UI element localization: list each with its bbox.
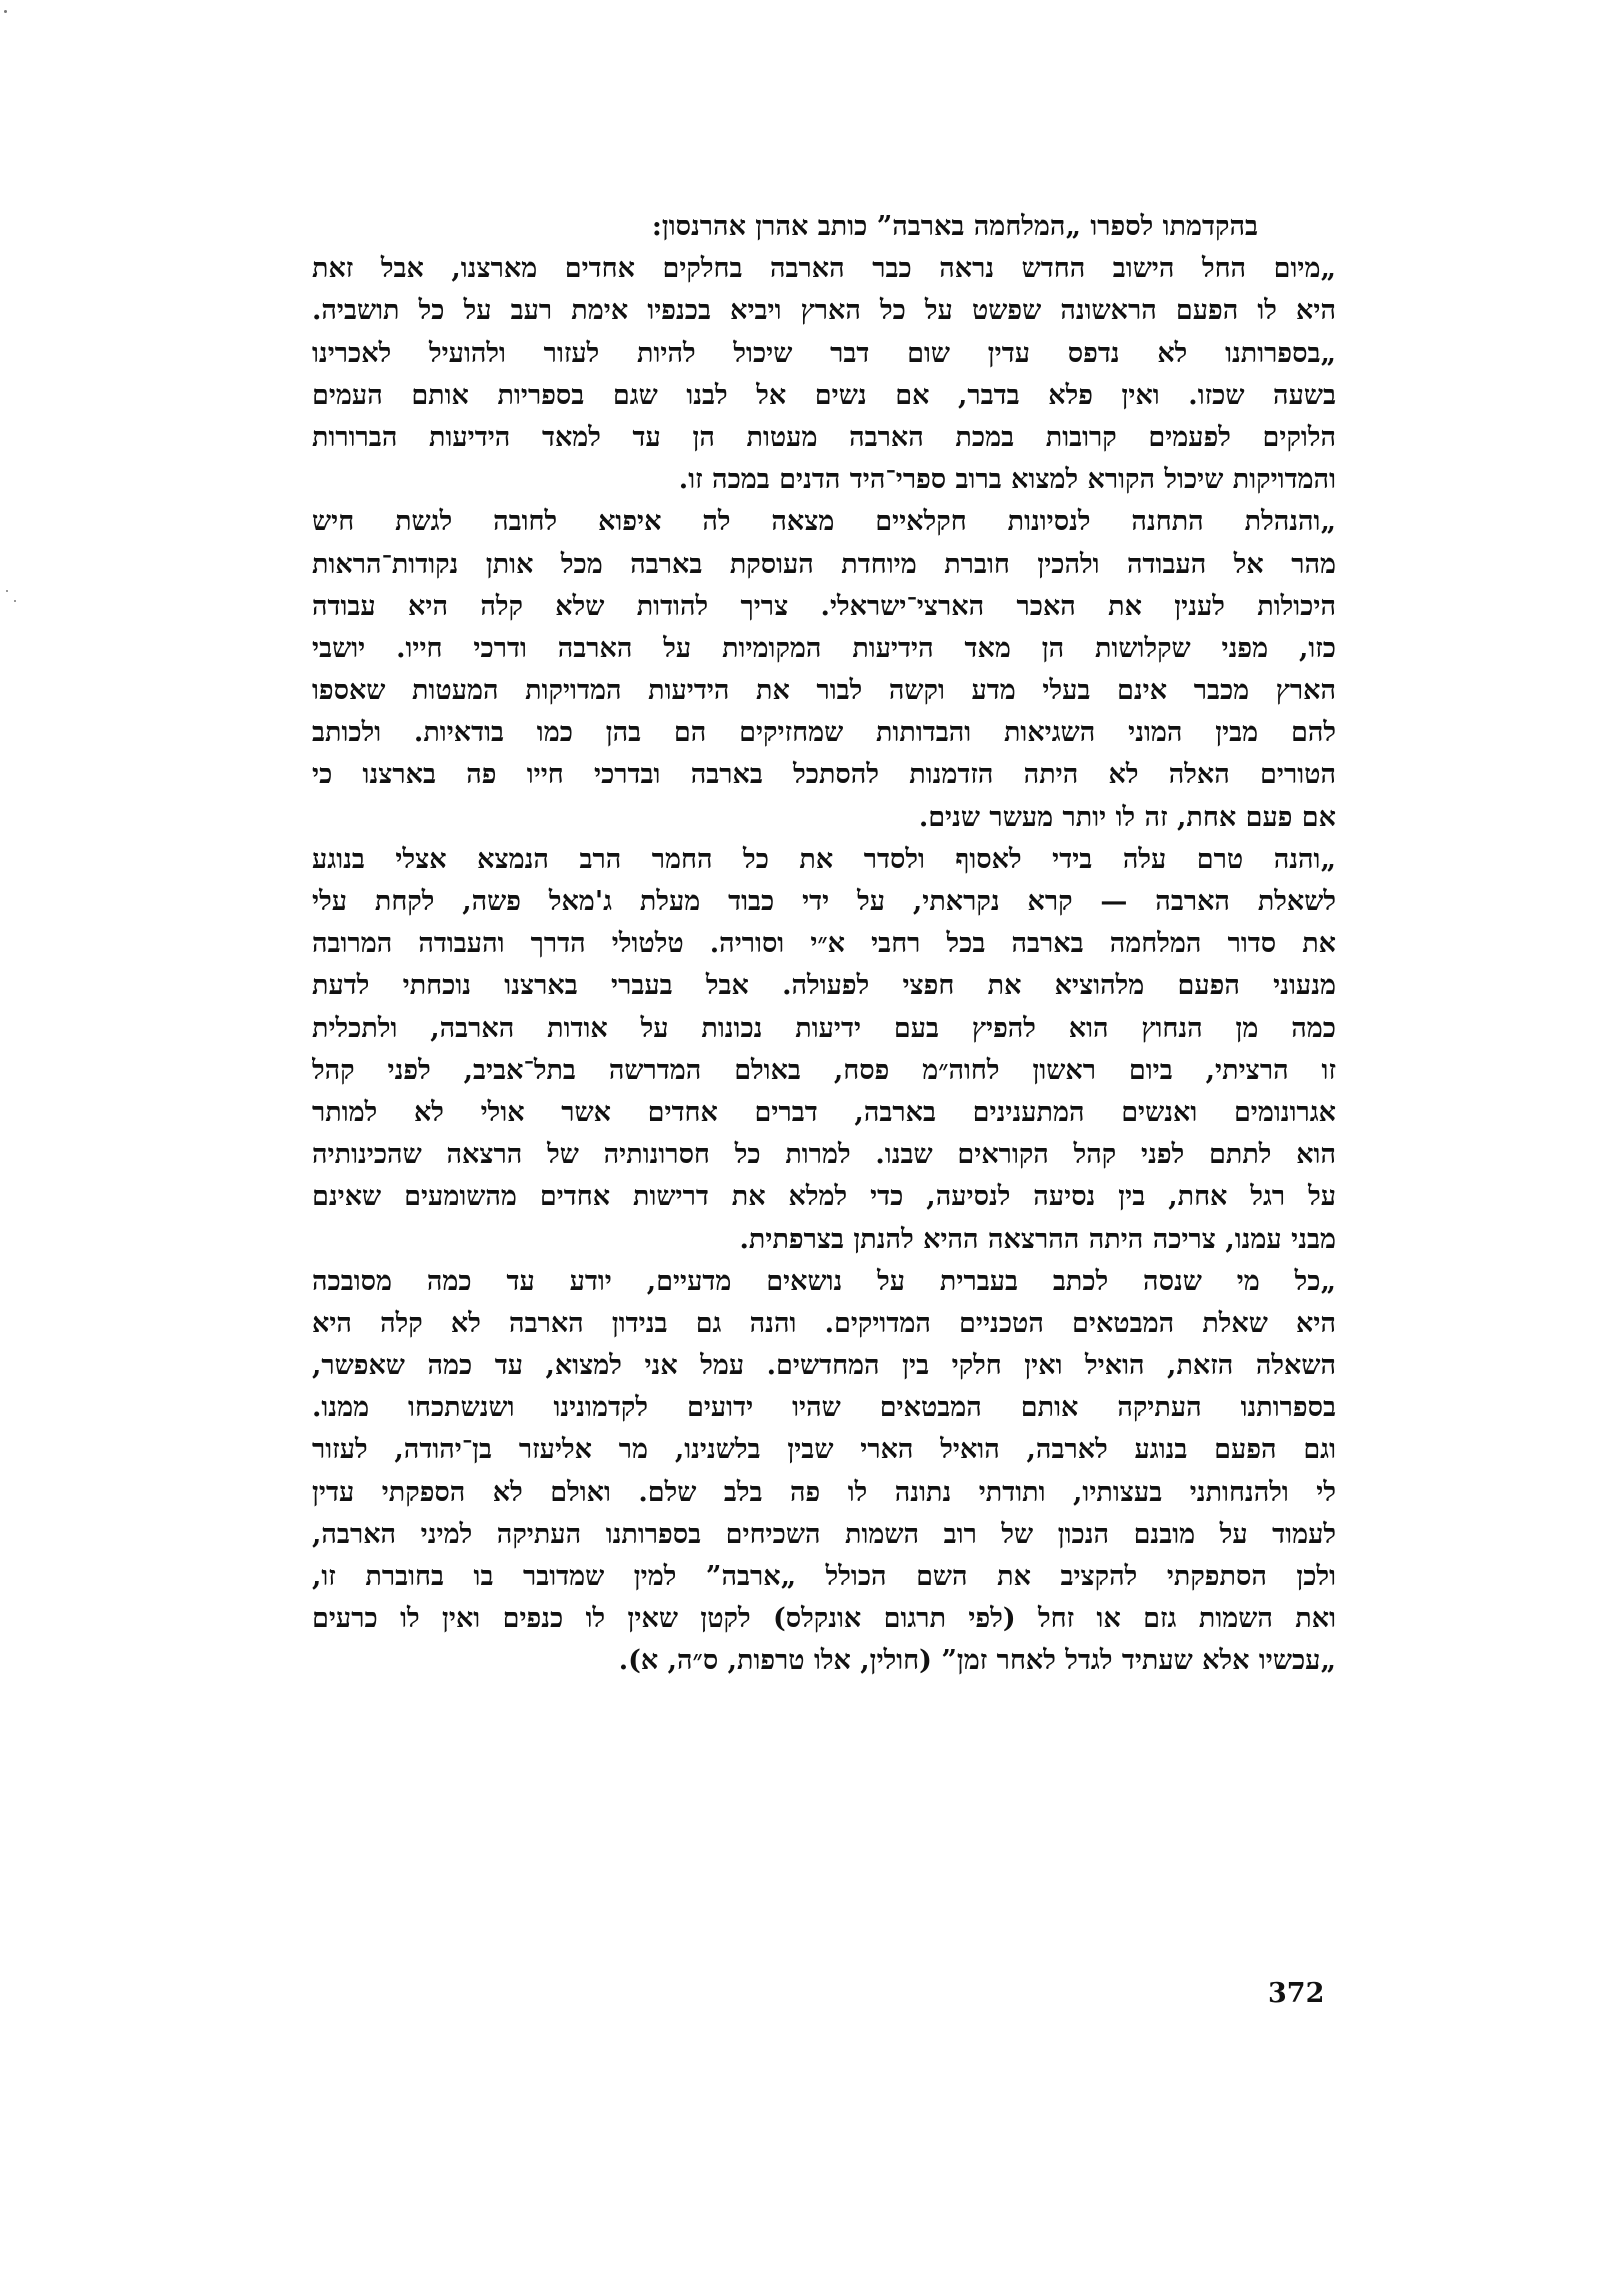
text-line: לעמוד על מובנם הנכון של רוב השמות השכיחים בספרותנו העתיקה למיני הארבה, [312,1518,1336,1550]
text-line: הארץ מכבר אינם בעלי מדע וקשה לבור את הידיעות המדויקות המעטות שאספו [312,675,1336,707]
text-line: על רגל אחת, בין נסיעה לנסיעה, כדי למלא את דרישות אחדים מהשומעים שאינם [312,1181,1336,1213]
text-line: לי ולהנחותני בעצותיו, ותודתי נתונה לו פה בלב שלם. ואולם לא הספקתי עדין [312,1476,1336,1508]
text-line: ולכן הסתפקתי להקציב את השם הכולל „ארבה” למין שמדובר בו בחוברת זו, [312,1561,1336,1592]
text-line: „בספרותנו לא נדפס עדין שום דבר שיכול להיות לעזור ולהועיל לאכרינו [312,337,1336,369]
text-line: מבני עמנו, צריכה היתה ההרצאה ההיא להנתן בצרפתית. [739,1223,1336,1255]
text-line: בספרותנו העתיקה אותם המבטאים שהיו ידועים לקדמונינו ושנשתכחו ממנו. [312,1392,1336,1424]
scan-speck [6,590,8,592]
text-line: כמה מן הנחוץ הוא להפיץ בעם ידיעות נכונות על אודות הארבה, ולתכלית [312,1012,1336,1044]
text-line: הוא לתתם לפני קהל הקוראים שבנו. למרות כל חסרונותיה של הרצאה שהכינותיה [312,1139,1336,1171]
text-line: היכולות לענין את האכר הארצי־ישראלי. צריך להודות שלא קלה היא עבודה [312,590,1336,622]
hebrew-text-body [312,206,1336,1683]
text-line: היא שאלת המבטאים הטכניים המדויקים. והנה גם בנידון הארבה לא קלה היא [312,1307,1336,1339]
text-line: כזו, מפני שקלושות הן מאד הידיעות המקומיות על הארבה ודרכי חייו. יושבי [312,632,1336,664]
text-line: „והנהלת התחנה לנסיונות חקלאיים מצאה לה איפוא לחובה לגשת חיש [312,506,1336,538]
text-line: „כל מי שנסה לכתב בעברית על נושאים מדעיים, יודע עד כמה מסובכה [312,1265,1336,1297]
text-line: „מיום החל הישוב החדש נראה כבר הארבה בחלקים אחדים מארצנו, אבל זאת [312,253,1336,285]
text-line: והמדויקות שיכול הקורא למצוא ברוב ספרי־היד הדנים במכה זו. [678,464,1336,496]
text-line: מהר אל העבודה ולהכין חוברת מיוחדת העוסקת בארבה מכל אותן נקודות־הראות [312,548,1336,580]
page-number: 372 [1268,1978,1325,2009]
text-line: הלוקים לפעמים קרובות במכת הארבה מעטות הן עד למאד הידיעות הברורות [312,421,1336,453]
text-line: ואת השמות גזם או זחל (לפי תרגום אונקלס) לקטן שאין לו כנפים ואין לו כרעים [312,1603,1336,1635]
text-line: „והנה טרם עלה בידי לאסוף ולסדר את כל החמר הרב הנמצא אצלי בנוגע [312,843,1336,875]
text-line: לשאלת הארבה — קרא נקראתי, על ידי כבוד מעלת ג'מאל פשה, לקחת עלי [312,886,1336,917]
text-line: בשעה שכזו. ואין פלא בדבר, אם נשים אל לבנו שגם בספריות אותם העמים [312,379,1336,411]
text-line: הטורים האלה לא היתה הזדמנות להסתכל בארבה ובדרכי חייו פה בארצנו כי [312,759,1336,791]
text-line: אגרונומים ואנשים המתענינים בארבה, דברים אחדים אשר אולי לא למותר [312,1096,1336,1128]
scan-speck [14,600,16,602]
text-line: מנעוני הפעם מלהוציא את חפצי לפעולה. אבל בעברי בארצנו נוכחתי לדעת [312,970,1336,1002]
text-line: בהקדמתו לספרו „המלחמה בארבה” כותב אהרן אהרנסון: [651,211,1258,242]
text-line: השאלה הזאת, הואיל ואין חלקי בין המחדשים. עמל אני למצוא, עד כמה שאפשר, [312,1350,1336,1382]
text-line: וגם הפעם בנוגע לארבה, הואיל הארי שבין בלשנינו, מר אליעזר בן־יהודה, לעזור [312,1434,1336,1466]
text-line: אם פעם אחת, זה לו יותר מעשר שנים. [918,801,1336,833]
text-line: את סדור המלחמה בארבה בכל רחבי א״י וסוריה. טלטולי הדרך והעבודה המרובה [312,928,1336,960]
scan-speck [4,10,7,13]
text-line: היא לו הפעם הראשונה שפשט על כל הארץ ויביא בכנפיו אימת רעב על כל תושביה. [312,295,1336,327]
text-line: זו הרציתי, ביום ראשון לחוה״מ פסח, באולם המדרשה בתל־אביב, לפני קהל [312,1054,1336,1086]
text-line: להם מבין המוני השגיאות והבדותות שמחזיקים הם בהן כמו בודאיות. ולכותב [312,717,1336,749]
text-line: „עכשיו אלא שעתיד לגדל לאחר זמן” (חולין, אלו טרפות, ס״ה, א). [618,1645,1336,1677]
